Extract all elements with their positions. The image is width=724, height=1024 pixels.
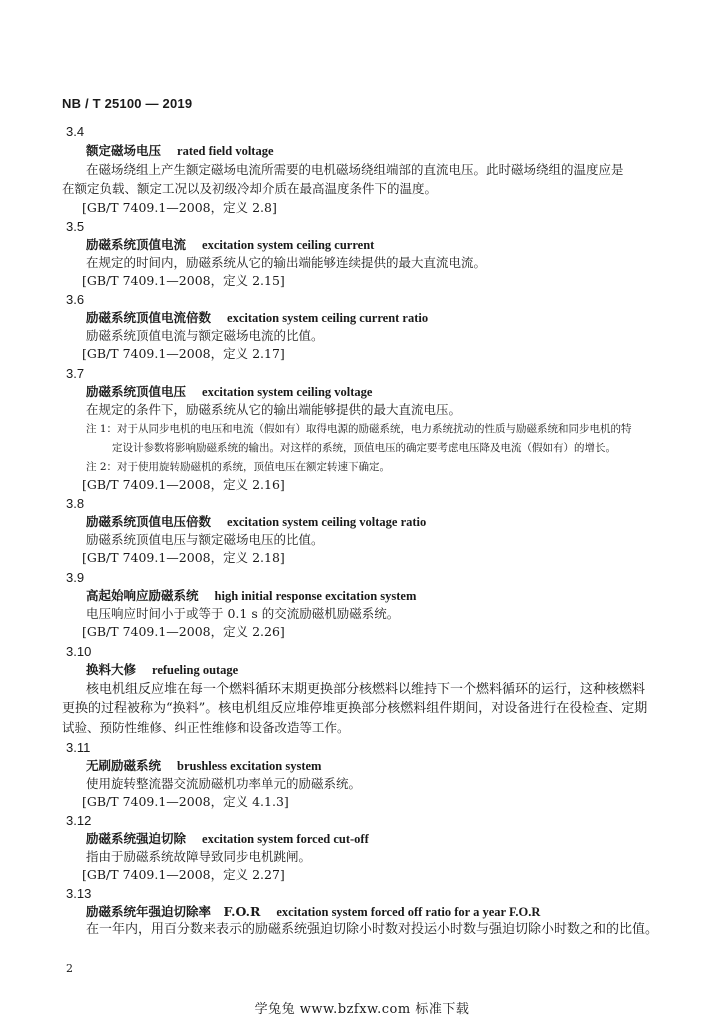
definition-text: 励磁系统顶值电流与额定磁场电流的比值。 bbox=[86, 328, 324, 343]
clause-number: 3.6 bbox=[66, 292, 85, 307]
term-title bbox=[86, 758, 321, 774]
term-title bbox=[86, 143, 274, 159]
note-text: 注 1：对于从同步电机的电压和电流（假如有）取得电源的励磁系统，电力系统扰动的性质与励磁系统和同步电机的特 bbox=[86, 423, 632, 435]
term-title bbox=[86, 831, 369, 847]
definition-text: 在规定的时间内，励磁系统从它的输出端能够连续提供的最大直流电流。 bbox=[86, 255, 487, 270]
clause-number: 3.9 bbox=[66, 570, 85, 585]
reference: [GB/T 7409.1—2008，定义 4.1.3] bbox=[82, 794, 289, 809]
reference: [GB/T 7409.1—2008，定义 2.16] bbox=[82, 477, 285, 492]
term-title bbox=[86, 310, 428, 326]
term-zh: 励磁系统顶值电压 bbox=[86, 384, 187, 399]
reference: [GB/T 7409.1—2008，定义 2.8] bbox=[82, 200, 277, 215]
clause-number: 3.12 bbox=[66, 813, 92, 828]
definition-text: 励磁系统顶值电压与额定磁场电压的比值。 bbox=[86, 532, 324, 547]
reference: [GB/T 7409.1—2008，定义 2.26] bbox=[82, 624, 285, 639]
reference: [GB/T 7409.1—2008，定义 2.15] bbox=[82, 273, 285, 288]
term-zh: 励磁系统强迫切除 bbox=[86, 831, 187, 846]
reference: [GB/T 7409.1—2008，定义 2.18] bbox=[82, 550, 285, 565]
watermark-footer: 学兔兔 www.bzfxw.com 标准下载 bbox=[254, 1002, 470, 1017]
definition-text: 在磁场绕组上产生额定磁场电流所需要的电机磁场绕组端部的直流电压。此时磁场绕组的温度应是 bbox=[86, 162, 624, 177]
term-title bbox=[86, 588, 416, 604]
term-en: excitation system ceiling current bbox=[202, 238, 375, 252]
term-en: rated field voltage bbox=[177, 144, 274, 158]
term-zh: 励磁系统年强迫切除率 F.O.R bbox=[86, 904, 261, 919]
definition-text: 指由于励磁系统故障导致同步电机跳闸。 bbox=[86, 849, 312, 864]
definition-text: 核电机组反应堆在每一个燃料循环末期更换部分核燃料以维持下一个燃料循环的运行，这种核燃料 bbox=[86, 682, 646, 697]
term-en: high initial response excitation system bbox=[214, 589, 417, 603]
definition-text: 更换的过程被称为“换料”。核电机组反应堆停堆更换部分核燃料组件期间，对设备进行在役检查、定期 bbox=[62, 701, 648, 716]
term-title bbox=[86, 662, 238, 678]
clause-number: 3.8 bbox=[66, 496, 85, 511]
term-zh: 励磁系统顶值电流倍数 bbox=[86, 310, 212, 325]
definition-text: 试验、预防性维修、纠正性维修和设备改造等工作。 bbox=[62, 720, 350, 735]
term-title bbox=[86, 904, 540, 920]
note-text: 注 2：对于使用旋转励磁机的系统，顶值电压在额定转速下确定。 bbox=[86, 461, 391, 473]
definition-text: 电压响应时间小于或等于 0.1 s 的交流励磁机励磁系统。 bbox=[86, 606, 400, 621]
clause-number: 3.5 bbox=[66, 219, 85, 234]
clause-number: 3.7 bbox=[66, 366, 85, 381]
clause-number: 3.10 bbox=[66, 644, 92, 659]
term-en: brushless excitation system bbox=[177, 759, 322, 773]
term-en: refueling outage bbox=[152, 663, 239, 677]
clause-number: 3.4 bbox=[66, 124, 85, 139]
term-title bbox=[86, 237, 374, 253]
note-text: 定设计参数将影响励磁系统的输出。对这样的系统，顶值电压的确定要考虑电压降及电流（假如有）的增长。 bbox=[112, 442, 616, 454]
page-number: 2 bbox=[66, 962, 73, 975]
reference: [GB/T 7409.1—2008，定义 2.17] bbox=[82, 346, 285, 361]
term-zh: 换料大修 bbox=[86, 662, 137, 677]
term-en: excitation system forced off ratio for a year F.O.R bbox=[276, 905, 541, 919]
term-zh: 无刷励磁系统 bbox=[86, 758, 162, 773]
term-title bbox=[86, 384, 372, 400]
definition-text: 在额定负载、额定工况以及初级冷却介质在最高温度条件下的温度。 bbox=[62, 181, 438, 196]
definition-text: 在规定的条件下，励磁系统从它的输出端能够提供的最大直流电压。 bbox=[86, 402, 462, 417]
clause-number: 3.11 bbox=[66, 740, 91, 755]
definition-text: 使用旋转整流器交流励磁机功率单元的励磁系统。 bbox=[86, 776, 362, 791]
term-en: excitation system ceiling voltage ratio bbox=[227, 515, 427, 529]
term-zh: 励磁系统顶值电压倍数 bbox=[86, 514, 212, 529]
term-zh: 额定磁场电压 bbox=[86, 143, 162, 158]
definition-text: 在一年内，用百分数来表示的励磁系统强迫切除小时数对投运小时数与强迫切除小时数之和的比值。 bbox=[86, 922, 659, 937]
term-zh: 励磁系统顶值电流 bbox=[86, 237, 187, 252]
term-en: excitation system ceiling voltage bbox=[202, 385, 373, 399]
standard-code-header: NB / T 25100 — 2019 bbox=[62, 96, 193, 111]
term-en: excitation system ceiling current ratio bbox=[227, 311, 429, 325]
term-title bbox=[86, 514, 426, 530]
clause-number: 3.13 bbox=[66, 886, 92, 901]
reference: [GB/T 7409.1—2008，定义 2.27] bbox=[82, 867, 285, 882]
term-zh: 高起始响应励磁系统 bbox=[86, 588, 199, 603]
term-en: excitation system forced cut-off bbox=[202, 832, 369, 846]
